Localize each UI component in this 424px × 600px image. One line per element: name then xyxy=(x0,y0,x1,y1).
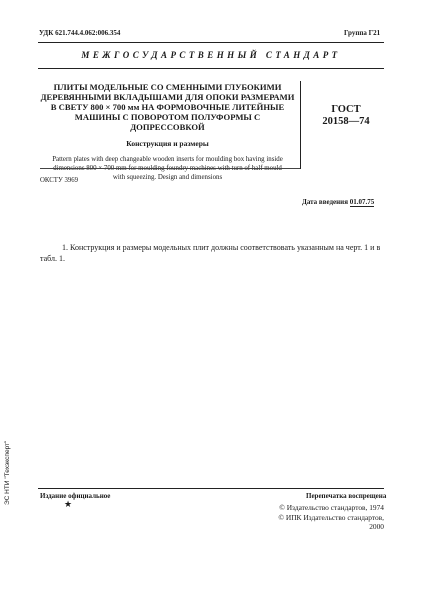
title-line: В СВЕТУ 800 × 700 мм НА ФОРМОВОЧНЫЕ ЛИТЕЙНЫЕ xyxy=(50,102,285,112)
gost-label: ГОСТ xyxy=(331,104,361,115)
copyright-line: © ИПК Издательство стандартов, 2000 xyxy=(278,512,384,531)
star-icon: ★ xyxy=(64,499,73,509)
title-line: ПЛИТЫ МОДЕЛЬНЫЕ СО СМЕННЫМИ ГЛУБОКИМИ xyxy=(53,82,282,92)
effective-date-value: 01.07.75 xyxy=(349,198,375,206)
copyright-line: © Издательство стандартов, 1974 xyxy=(279,503,384,512)
english-title-line: dimensions 800 × 700 mm for moulding foundry machines with turn of half mould xyxy=(53,165,282,172)
effective-date xyxy=(302,198,374,206)
english-title-line: Pattern plates with deep changeable wooden inserts for moulding box having inside xyxy=(52,156,283,163)
document-title xyxy=(40,82,295,132)
document-subtitle: Конструкция и размеры xyxy=(126,139,209,148)
group-code: Группа Г21 xyxy=(344,29,381,37)
udk-code: УДК 621.744.4.062:006.354 xyxy=(39,29,121,37)
title-block xyxy=(40,82,295,182)
copyright-block xyxy=(274,503,384,532)
gost-code: 20158—74 xyxy=(322,116,370,127)
reprint-notice: Перепечатка воспрещена xyxy=(306,492,387,500)
title-line: МАШИНЫ С ПОВОРОТОМ ПОЛУФОРМЫ С ДОПРЕССОВКОЙ xyxy=(74,112,261,132)
top-rule xyxy=(38,42,384,43)
standard-banner: МЕЖГОСУДАРСТВЕННЫЙ СТАНДАРТ xyxy=(81,50,341,60)
footer-rule xyxy=(38,488,384,489)
title-line: ДЕРЕВЯННЫМИ ВКЛАДЫШАМИ ДЛЯ ОПОКИ РАЗМЕРАМИ xyxy=(40,92,295,102)
side-stamp: ЭС НТИ "Техэксперт" xyxy=(4,440,11,505)
title-divider xyxy=(300,81,301,169)
title-bottom-rule xyxy=(40,168,300,169)
body-paragraph: 1. Конструкция и размеры модельных плит должны соответствовать указанным на черт. 1 и в табл. 1. xyxy=(40,243,381,263)
banner-rule xyxy=(38,68,384,69)
gost-number xyxy=(306,104,386,128)
effective-date-label: Дата введения xyxy=(302,198,350,206)
okstu-code: ОКСТУ 3969 xyxy=(40,177,79,184)
edition-label: Издание официальное xyxy=(40,492,111,500)
english-title-line: with squeezing. Design and dimensions xyxy=(112,174,223,181)
